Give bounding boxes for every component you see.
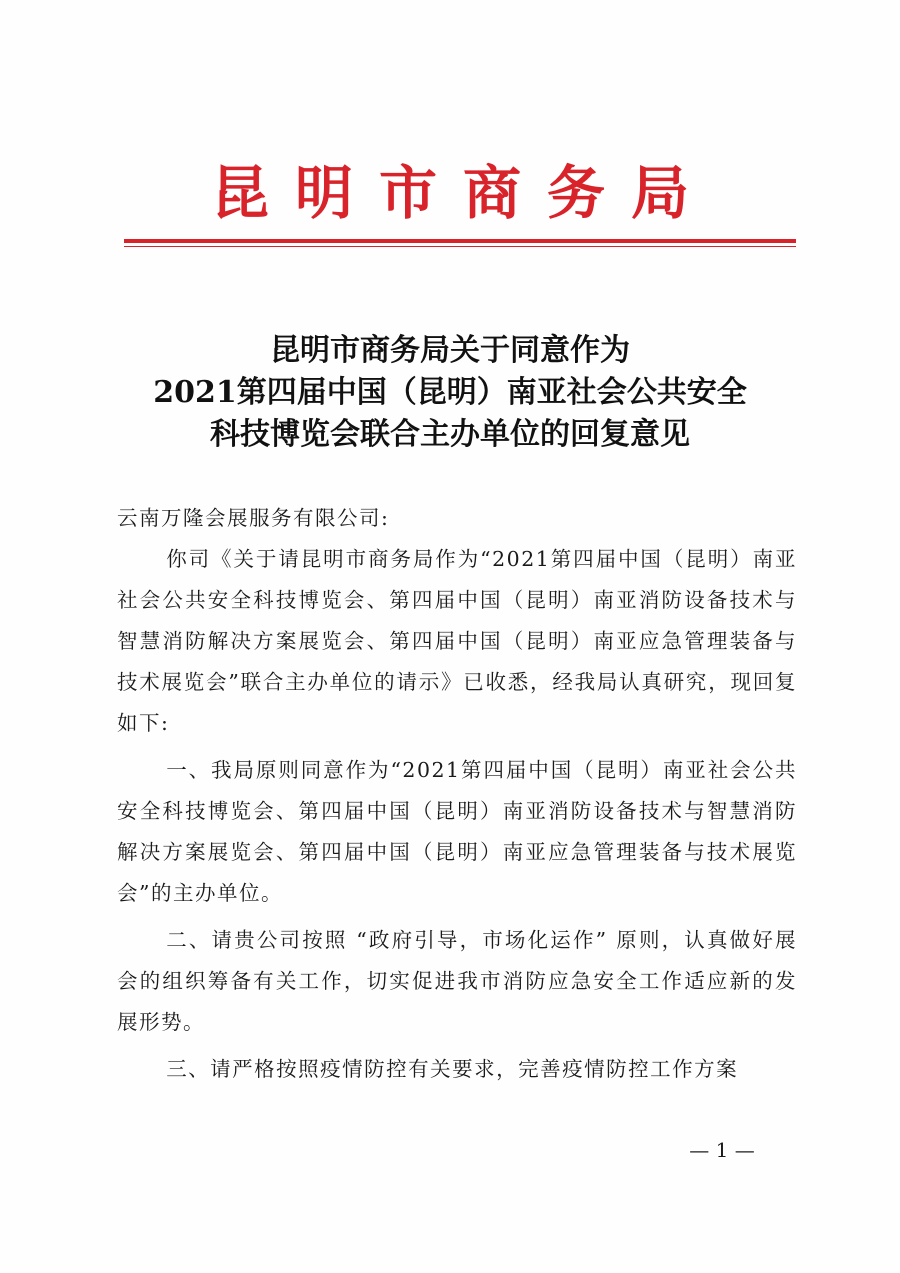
document-title xyxy=(100,330,800,456)
page-number: — 1 — xyxy=(689,1138,755,1162)
document-body xyxy=(117,498,797,1096)
title-line-2: 2021第四届中国（昆明）南亚社会公共安全 xyxy=(153,375,747,410)
paragraph-item-1: 一、我局原则同意作为“2021第四届中国（昆明）南亚社会公共安全科技博览会、第四届中国（昆明）南亚消防设备技术与智慧消防解决方案展览会、第四届中国（昆明）南亚应急管理装备与技术展览会”的主办单位。 xyxy=(117,758,797,905)
masthead-divider-thick xyxy=(124,239,796,243)
title-line-1: 昆明市商务局关于同意作为 xyxy=(270,333,630,368)
paragraph-item-2: 二、请贵公司按照 “政府引导，市场化运作” 原则，认真做好展会的组织筹备有关工作，切实促进我市消防应急安全工作适应新的发展形势。 xyxy=(117,928,797,1034)
salutation: 云南万隆会展服务有限公司: xyxy=(117,506,390,530)
title-line-3: 科技博览会联合主办单位的回复意见 xyxy=(210,417,690,452)
paragraph-intro: 你司《关于请昆明市商务局作为“2021第四届中国（昆明）南亚社会公共安全科技博览会、第四届中国（昆明）南亚消防设备技术与智慧消防解决方案展览会、第四届中国（昆明）南亚应急管理装备与技术展览会”联合主办单位的请示》已收悉，经我局认真研究，现回复如下: xyxy=(117,547,797,735)
agency-masthead: 昆明市商务局 xyxy=(210,159,715,227)
masthead-divider-thin xyxy=(124,246,796,247)
paragraph-item-3: 三、请严格按照疫情防控有关要求，完善疫情防控工作方案 xyxy=(166,1057,739,1081)
